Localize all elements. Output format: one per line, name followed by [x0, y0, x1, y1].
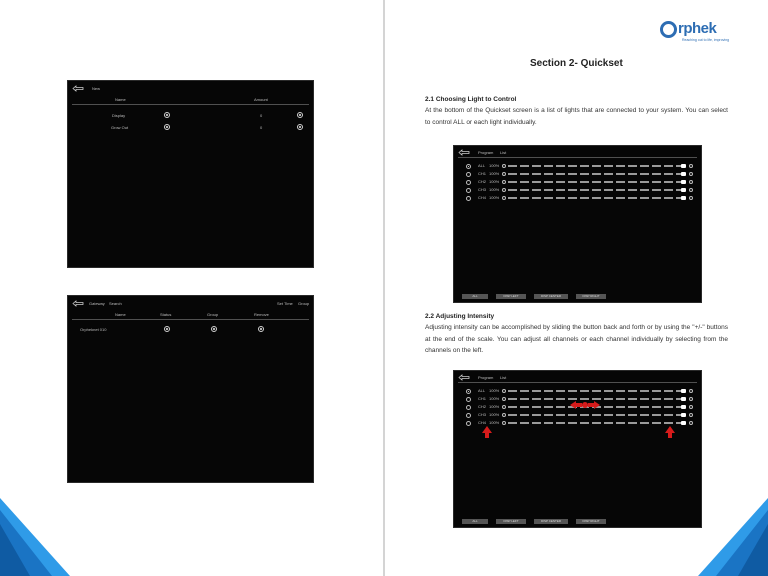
- column-group: Group: [207, 312, 219, 317]
- channel-value: 100%: [489, 404, 500, 409]
- slider-knob[interactable]: [681, 164, 686, 168]
- slider-track: [508, 181, 686, 183]
- select-icon[interactable]: [297, 112, 303, 118]
- channel-name: CH4: [478, 195, 487, 200]
- slider-knob[interactable]: [681, 188, 686, 192]
- logo-tagline: Reaching out to life, improving: [682, 38, 730, 42]
- up-arrow-icon: [482, 426, 492, 438]
- orphek-logo: [660, 20, 755, 48]
- channel-radio[interactable]: [466, 180, 471, 185]
- corner-decoration: [698, 498, 768, 576]
- plus-button[interactable]: [689, 180, 693, 184]
- slider-track: [508, 165, 686, 167]
- slider-knob[interactable]: [681, 180, 686, 184]
- light-select-button[interactable]: DISP CENTER: [534, 519, 568, 524]
- channel-name: CH2: [478, 404, 487, 409]
- slide-arrow-icon: [570, 401, 600, 409]
- up-arrow-icon: [665, 426, 675, 438]
- minus-button[interactable]: [502, 180, 506, 184]
- quickset-screen-1: [453, 145, 702, 303]
- channel-value: 100%: [489, 195, 500, 200]
- set-time-button[interactable]: Set Time: [277, 301, 293, 306]
- light-select-button[interactable]: DISP RIGHT: [576, 519, 606, 524]
- slider-track: [508, 197, 686, 199]
- section-2-1-heading: 2.1 Choosing Light to Control: [425, 96, 517, 103]
- row-name: Grow Out: [111, 125, 129, 130]
- corner-decoration: [0, 498, 70, 576]
- back-arrow-icon[interactable]: [458, 149, 470, 156]
- channel-value: 100%: [489, 179, 500, 184]
- page-number: 16: [712, 525, 726, 539]
- new-group-screen: [67, 80, 314, 268]
- back-arrow-icon[interactable]: [72, 85, 84, 92]
- back-arrow-icon[interactable]: [72, 300, 84, 307]
- header-divider: [458, 157, 697, 158]
- intensity-slider[interactable]: [508, 189, 686, 191]
- channel-value: 100%: [489, 396, 500, 401]
- section-2-2-body: Adjusting intensity can be accomplished by sliding the button back and forth or by using the "+/-" buttons at the end of the scale. You can adjust all channels or each channel individually by selecting from the channels on the left.: [425, 324, 728, 354]
- light-select-button[interactable]: DISP RIGHT: [576, 294, 606, 299]
- channel-name: CH1: [478, 171, 487, 176]
- header-label: New: [92, 86, 101, 91]
- select-icon[interactable]: [164, 112, 170, 118]
- channel-name: CH3: [478, 187, 487, 192]
- row-amount: 0: [260, 113, 263, 118]
- light-select-button[interactable]: DISP CENTER: [534, 294, 568, 299]
- plus-button[interactable]: [689, 164, 693, 168]
- column-status: Status: [160, 312, 172, 317]
- plus-button[interactable]: [689, 188, 693, 192]
- channel-name: ALL: [478, 163, 486, 168]
- group-icon[interactable]: [211, 326, 217, 332]
- intensity-slider[interactable]: [508, 181, 686, 183]
- light-select-button[interactable]: ALL: [462, 519, 488, 524]
- slider-knob[interactable]: [681, 172, 686, 176]
- minus-button[interactable]: [502, 172, 506, 176]
- gateway-screen: [67, 295, 314, 483]
- row-name: Orpheknet 010: [80, 327, 107, 332]
- logo-ring-icon: [660, 21, 677, 38]
- channel-name: CH2: [478, 179, 487, 184]
- select-icon[interactable]: [164, 124, 170, 130]
- page-number: 15: [45, 525, 59, 539]
- column-name: Name: [115, 312, 126, 317]
- left-page: [0, 0, 383, 576]
- slider-track: [508, 173, 686, 175]
- intensity-slider[interactable]: [508, 165, 686, 167]
- channel-name: ALL: [478, 388, 486, 393]
- slider-knob[interactable]: [681, 196, 686, 200]
- slider-track: [508, 189, 686, 191]
- logo-text: rphek: [678, 20, 717, 37]
- status-icon[interactable]: [164, 326, 170, 332]
- light-select-button[interactable]: DISP LEFT: [496, 294, 526, 299]
- column-remove: Remove: [254, 312, 269, 317]
- tab-list[interactable]: List: [500, 375, 507, 380]
- plus-button[interactable]: [689, 196, 693, 200]
- channel-radio[interactable]: [466, 164, 471, 169]
- column-amount: Amount: [254, 97, 268, 102]
- channel-radio[interactable]: [466, 196, 471, 201]
- light-select-button[interactable]: DISP LEFT: [496, 519, 526, 524]
- group-button[interactable]: Group: [298, 301, 310, 306]
- channel-name: CH4: [478, 420, 487, 425]
- red-arrows-overlay: [453, 370, 700, 526]
- row-amount: 0: [260, 125, 263, 130]
- minus-button[interactable]: [502, 164, 506, 168]
- channel-value: 100%: [489, 163, 500, 168]
- header-divider: [72, 104, 309, 105]
- right-page: [385, 0, 768, 576]
- tab-list[interactable]: List: [500, 150, 507, 155]
- channel-value: 100%: [489, 412, 500, 417]
- channel-value: 100%: [489, 388, 500, 393]
- plus-button[interactable]: [689, 172, 693, 176]
- minus-button[interactable]: [502, 196, 506, 200]
- tab-gateway[interactable]: Gateway: [89, 301, 105, 306]
- section-2-1-body: At the bottom of the Quickset screen is a list of lights that are connected to your system. You can select to control ALL or each light individually.: [425, 107, 728, 126]
- channel-name: CH3: [478, 412, 487, 417]
- section-2-2-heading: 2.2 Adjusting Intensity: [425, 313, 495, 320]
- tab-program[interactable]: Program: [478, 150, 494, 155]
- intensity-slider[interactable]: [508, 197, 686, 199]
- channel-value: 100%: [489, 420, 500, 425]
- channel-radio[interactable]: [466, 188, 471, 193]
- remove-icon[interactable]: [258, 326, 264, 332]
- channel-value: 100%: [489, 171, 500, 176]
- column-name: Name: [115, 97, 126, 102]
- tab-program[interactable]: Program: [478, 375, 494, 380]
- intensity-slider[interactable]: [508, 173, 686, 175]
- channel-value: 100%: [489, 187, 500, 192]
- light-select-button[interactable]: ALL: [462, 294, 488, 299]
- minus-button[interactable]: [502, 188, 506, 192]
- channel-radio[interactable]: [466, 172, 471, 177]
- row-name: Display: [112, 113, 126, 118]
- header-divider: [72, 319, 309, 320]
- channel-name: CH1: [478, 396, 487, 401]
- section-title: Section 2- Quickset: [530, 58, 623, 69]
- tab-search[interactable]: Search: [109, 301, 122, 306]
- select-icon[interactable]: [297, 124, 303, 130]
